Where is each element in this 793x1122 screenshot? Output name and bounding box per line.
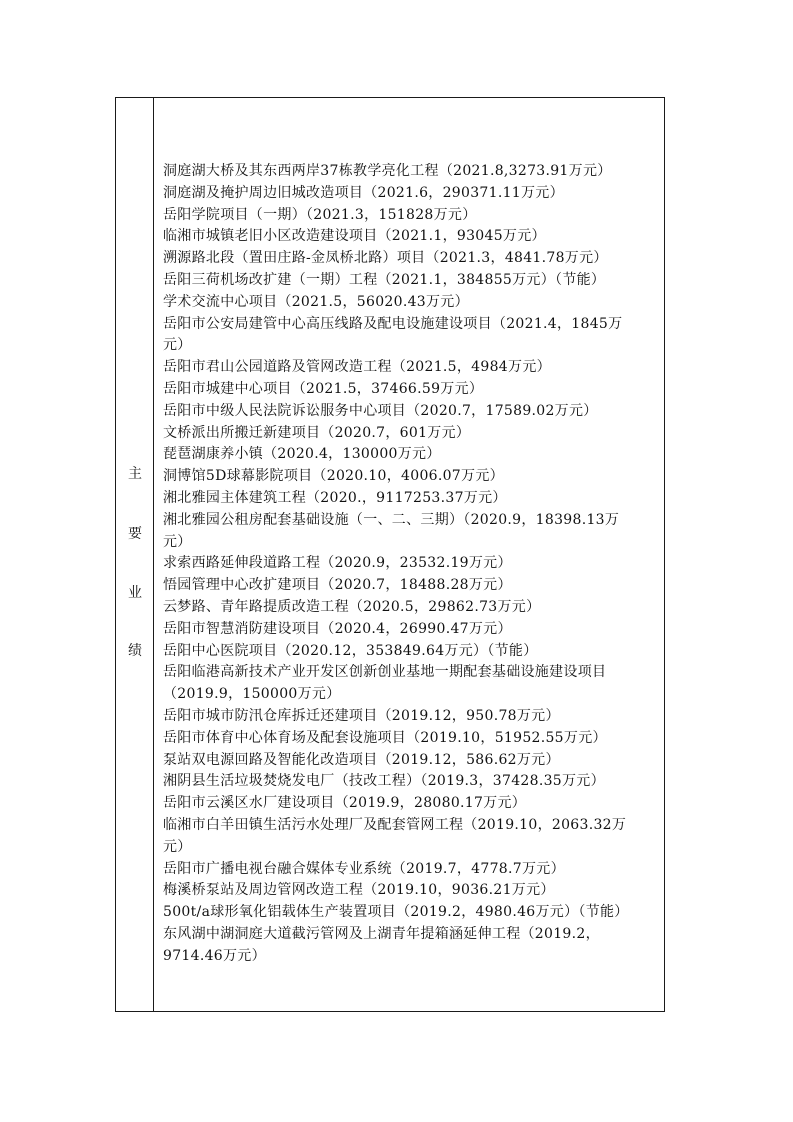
achievement-line: 岳阳市公安局建管中心高压线路及配电设施建设项目（2021.4，1845万 [163,315,623,332]
achievement-line: 临湘市白羊田镇生活污水处理厂及配套管网工程（2019.10，2063.32万 [163,816,627,833]
achievement-line: 湘阴县生活垃圾焚烧发电厂（技改工程）（2019.3，37428.35万元） [163,773,605,790]
achievement-line: 洞博馆5D球幕影院项目（2020.10，4006.07万元） [163,468,504,485]
achievement-line: 梅溪桥泵站及周边管网改造工程（2019.10，9036.21万元） [163,882,555,899]
achievement-line: 求索西路延伸段道路工程（2020.9，23532.19万元） [163,555,512,572]
achievement-line: 东风湖中湖洞庭大道截污管网及上湖青年提箱涵延伸工程（2019.2， [163,925,600,942]
achievement-line: 文桥派出所搬迁新建项目（2020.7，601万元） [163,424,471,441]
achievement-line: 岳阳临港高新技术产业开发区创新创业基地一期配套基础设施建设项目 [163,664,607,681]
achievement-line: 湘北雅园公租房配套基础设施（一、二、三期）（2020.9，18398.13万 [163,511,620,528]
achievement-line: 琵琶湖康养小镇（2020.4，130000万元） [163,446,441,463]
achievement-line: 9714.46万元） [163,947,266,964]
achievement-line: （2019.9，150000万元） [163,686,341,703]
achievement-line: 悟园管理中心改扩建项目（2020.7，18488.28万元） [163,577,512,594]
section-label-cell [116,98,154,1011]
achievement-line: 元） [163,533,192,550]
achievement-line: 溯源路北段（置田庄路-金凤桥北路）项目（2021.3，4841.78万元） [163,250,608,267]
achievement-line: 岳阳三荷机场改扩建（一期）工程（2021.1，384855万元）（节能） [163,271,606,288]
achievement-line: 岳阳中心医院项目（2020.12，353849.64万元）（节能） [163,642,538,659]
achievements-list [163,161,659,967]
achievement-line: 岳阳市智慧消防建设项目（2020.4，26990.47万元） [163,620,512,637]
achievement-line: 学术交流中心项目（2021.5，56020.43万元） [163,293,469,310]
section-label-char: 主 [128,466,142,482]
section-label-char: 业 [128,585,142,601]
section-label-char: 要 [128,526,142,542]
achievement-line: 元） [163,838,192,855]
achievement-line: 洞庭湖大桥及其东西两岸37栋教学亮化工程（2021.8,3273.91万元） [163,163,612,179]
achievement-line: 临湘市城镇老旧小区改造建设项目（2021.1，93045万元） [163,228,546,245]
achievement-line: 洞庭湖及掩护周边旧城改造项目（2021.6，290371.11万元） [163,184,564,201]
achievement-line: 岳阳市云溪区水厂建设项目（2019.9，28080.17万元） [163,795,527,812]
achievement-line: 岳阳市君山公园道路及管网改造工程（2021.5，4984万元） [163,359,551,376]
achievement-line: 岳阳学院项目（一期）（2021.3，151828万元） [163,206,477,223]
section-label-char: 绩 [128,643,142,659]
achievement-line: 岳阳市体育中心体育场及配套设施项目（2019.10，51952.55万元） [163,729,607,746]
achievement-line: 500t/a球形氧化铝载体生产装置项目（2019.2，4980.46万元）（节能） [163,904,629,921]
achievement-line: 泵站双电源回路及智能化改造项目（2019.12，586.62万元） [163,751,560,768]
achievements-table [115,97,665,1012]
achievement-line: 元） [163,337,192,354]
achievement-line: 岳阳市中级人民法院诉讼服务中心项目（2020.7，17589.02万元） [163,402,598,419]
achievement-line: 岳阳市广播电视台融合媒体专业系统（2019.7，4778.7万元） [163,860,565,877]
achievement-line: 岳阳市城建中心项目（2021.5，37466.59万元） [163,380,484,397]
achievement-line: 岳阳市城市防汛仓库拆迁还建项目（2019.12，950.78万元） [163,707,560,724]
achievement-line: 湘北雅园主体建筑工程（2020.，9117253.37万元） [163,489,507,506]
achievement-line: 云梦路、青年路提质改造工程（2020.5，29862.73万元） [163,598,541,615]
